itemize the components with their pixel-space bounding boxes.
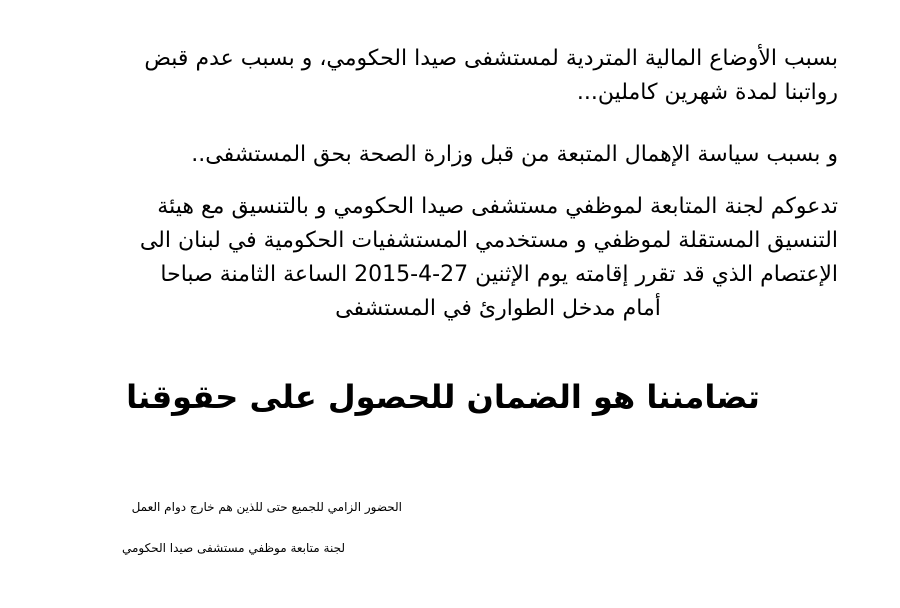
invitation-line-3: الإعتصام الذي قد تقرر إقامته يوم الإثنين 27-4-2015 الساعة الثامنة صباحا <box>160 262 838 287</box>
intro-line-1: بسبب الأوضاع المالية المتردية لمستشفى صيدا الحكومي، و بسبب عدم قبض <box>144 46 838 71</box>
intro-paragraph <box>48 42 838 110</box>
attendance-note: الحضور الزامي للجميع حتى للذين هم خارج دوام العمل <box>131 500 402 514</box>
invitation-line-2: التنسيق المستقلة لموظفي و مستخدمي المستشفيات الحكومية في لبنان الى <box>139 228 838 253</box>
intro-line-2: رواتبنا لمدة شهرين كاملين... <box>576 80 838 105</box>
invitation-line-1: تدعوكم لجنة المتابعة لموظفي مستشفى صيدا الحكومي و بالتنسيق مع هيئة <box>157 194 838 219</box>
invitation-paragraph <box>48 190 838 326</box>
solidarity-slogan: تضامننا هو الضمان للحصول على حقوقنا <box>126 378 760 416</box>
committee-signature: لجنة متابعة موظفي مستشفى صيدا الحكومي <box>121 541 345 555</box>
invitation-line-4: أمام مدخل الطوارئ في المستشفى <box>335 296 661 321</box>
neglect-paragraph: و بسبب سياسة الإهمال المتبعة من قبل وزارة الصحة بحق المستشفى.. <box>191 142 838 167</box>
